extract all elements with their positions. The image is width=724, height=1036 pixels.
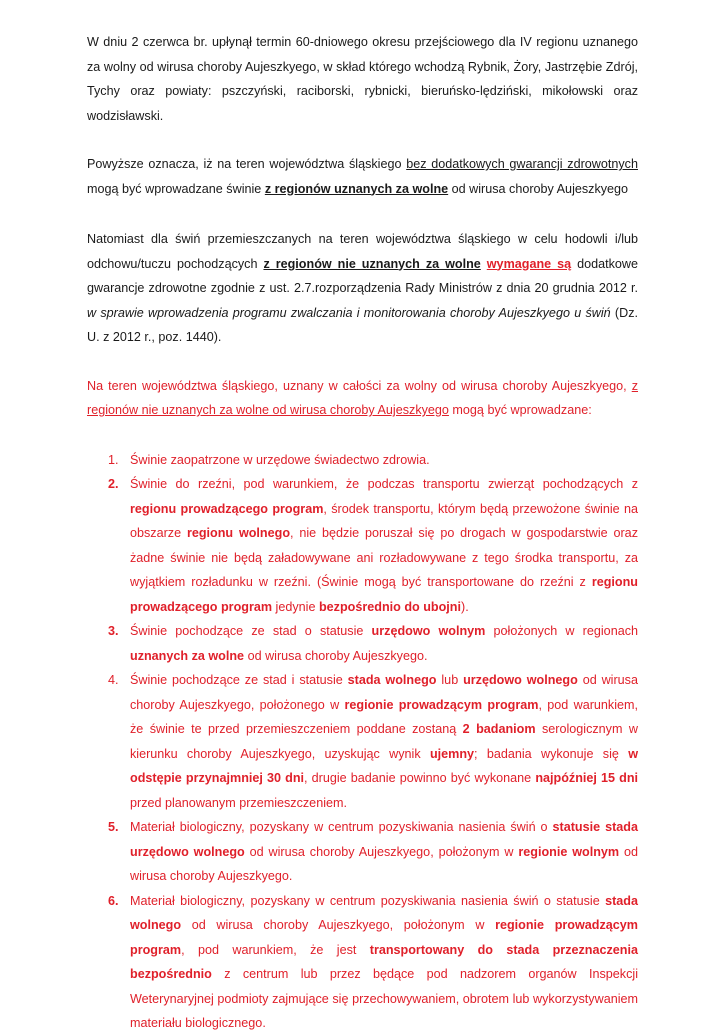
text-span: jedynie [272,599,319,614]
paragraph-intro-list [87,374,638,423]
text-span: ; badania wykonuje się [474,746,629,761]
text-span: Świnie pochodzące ze stad i statusie [130,673,348,687]
text-span: , drugie badanie powinno być wykonane [304,771,536,785]
text-span: od wirusa choroby Aujeszkyego. [130,844,639,883]
list-item [87,815,638,889]
paragraph-transition-period: W dniu 2 czerwca br. upłynął termin 60-dniowego okresu przejściowego dla IV regionu uznanego za wolny od wirusa choroby Aujeszkyego, w skład którego wchodzą Rybnik, Żory, Jastrzębie Zdrój, Tychy oraz powiaty: pszczyński, raciborski, rybnicki, bieruńsko-lędziński, mikołowski oraz wodzisławski. [87,35,638,123]
list-number: 5. [108,820,119,834]
bold-phrase: regionu wolnego [186,526,291,540]
text-span: serologicznym w kierunku choroby Aujeszkyego, uzyskując wynik [130,722,638,761]
text-span: mogą być wprowadzane świnie [87,181,265,196]
bold-phrase: regionu prowadzącego program [130,501,324,516]
text-span: , nie będzie poruszał się po drogach w gospodarstwie oraz żadne świnie nie będą załadowywane ani rozładowywane z tego środka transportu, za wyjątkiem rozładunku w rzeźni. (Świnie mogą być transportowane do rzeźni z [130,526,638,589]
list-number: 3. [108,624,119,638]
list-number: 2. [108,477,119,491]
paragraph-free-regions [87,152,638,201]
text-span: Materiał biologiczny, pozyskany w centrum pozyskiwania nasienia świń o [130,820,553,834]
bold-phrase: 2 badaniom [462,722,536,736]
bold-underlined-phrase: z regionów uznanych za wolne [264,181,449,196]
text-span: Świnie do rzeźni, pod warunkiem, że podczas transportu zwierząt pochodzących z [130,477,638,491]
bold-phrase: transportowany do stada przeznaczenia bezpośrednio [130,942,638,981]
text-span: od wirusa choroby Aujeszkyego, położonym w [181,918,496,932]
text-span: mogą być wprowadzane: [448,403,592,417]
bold-phrase: stada wolnego [130,893,638,932]
bold-phrase: najpóźniej 15 dni [535,771,639,785]
document-page [87,30,638,1036]
text-span: (Dz. U. z 2012 r., poz. 1440). [87,305,638,344]
list-item [87,472,638,619]
paragraph-additional-guarantees [87,227,638,350]
underlined-phrase: z regionów nie uznanych za wolne od wirusa choroby Aujeszkyego [87,378,638,417]
bold-phrase: regionie prowadzącym program [130,918,638,957]
required-phrase: wymagane są [486,256,572,271]
text-span: , pod warunkiem, że jest [181,942,370,957]
bold-phrase: statusie stada urzędowo wolnego [130,820,638,859]
list-item [87,889,638,1036]
list-item [87,668,638,815]
text-span: Świnie pochodzące ze stad o statusie [130,624,372,638]
text-span: z centrum lub przez będące pod nadzorem organów Inspekcji Weterynaryjnej podmioty zajmujące się przechowywaniem, obrotem lub wykorzystywaniem materiału biologicznego. [130,967,638,1030]
text-span: ). [461,599,469,614]
text-span: Powyższe oznacza, iż na teren województwa śląskiego [87,157,407,171]
bold-phrase: regionie prowadzącym program [344,697,539,712]
text-span: Świnie zaopatrzone w urzędowe świadectwo zdrowia. [130,452,430,467]
bold-phrase: w odstępie przynajmniej 30 dni [130,746,638,785]
text-span: od wirusa choroby Aujeszkyego [448,181,629,196]
text-span: Materiał biologiczny, pozyskany w centrum pozyskiwania nasienia świń o statusie [130,893,606,908]
bold-phrase: stada wolnego [347,673,437,687]
bold-phrase: urzędowo wolnym [371,624,486,638]
list-number: 4. [108,673,119,687]
text-span: położonych w regionach [485,624,638,638]
text-span: dodatkowe gwarancje zdrowotne zgodnie z ust. 2.7.rozporządzenia Rady Ministrów z dnia 20 grudnia 2012 r. [87,256,639,295]
regulation-title: w sprawie wprowadzenia programu zwalczania i monitorowania choroby Aujeszkyego u świń [87,305,611,320]
text-span: Na teren województwa śląskiego, uznany w całości za wolny od wirusa choroby Aujeszkyego, [87,378,632,393]
conditions-list [87,448,638,1036]
bold-phrase: urzędowo wolnego [463,673,578,687]
text-span: od wirusa choroby Aujeszkyego. [244,648,428,663]
underlined-phrase: bez dodatkowych gwarancji zdrowotnych [406,157,638,171]
bold-phrase: uznanych za wolne [130,648,245,663]
text-span: , pod warunkiem, że świnie te przed przemieszczeniem poddane zostaną [130,697,638,736]
bold-phrase: regionie wolnym [518,844,620,859]
text-span: przed planowanym przemieszczeniem. [130,795,347,810]
text-span: , środek transportu, którym będą przewożone świnie na obszarze [130,501,639,540]
bold-underlined-phrase: z regionów nie uznanych za wolne [263,256,481,271]
list-item [87,448,638,473]
text-span: od wirusa choroby Aujeszkyego, położonego w [130,673,638,712]
text-span: od wirusa choroby Aujeszkyego, położonym w [244,844,519,859]
list-number: 6. [108,893,119,908]
text-span: lub [436,673,464,687]
list-item [87,619,638,668]
list-number: 1. [108,452,119,467]
text-span: Natomiast dla świń przemieszczanych na teren województwa śląskiego w celu hodowli i/lub odchowu/tuczu pochodzących [87,232,638,271]
bold-phrase: ujemny [429,746,475,761]
bold-phrase: regionu prowadzącego program [130,575,638,614]
bold-phrase: bezpośrednio do ubojni [318,599,462,614]
